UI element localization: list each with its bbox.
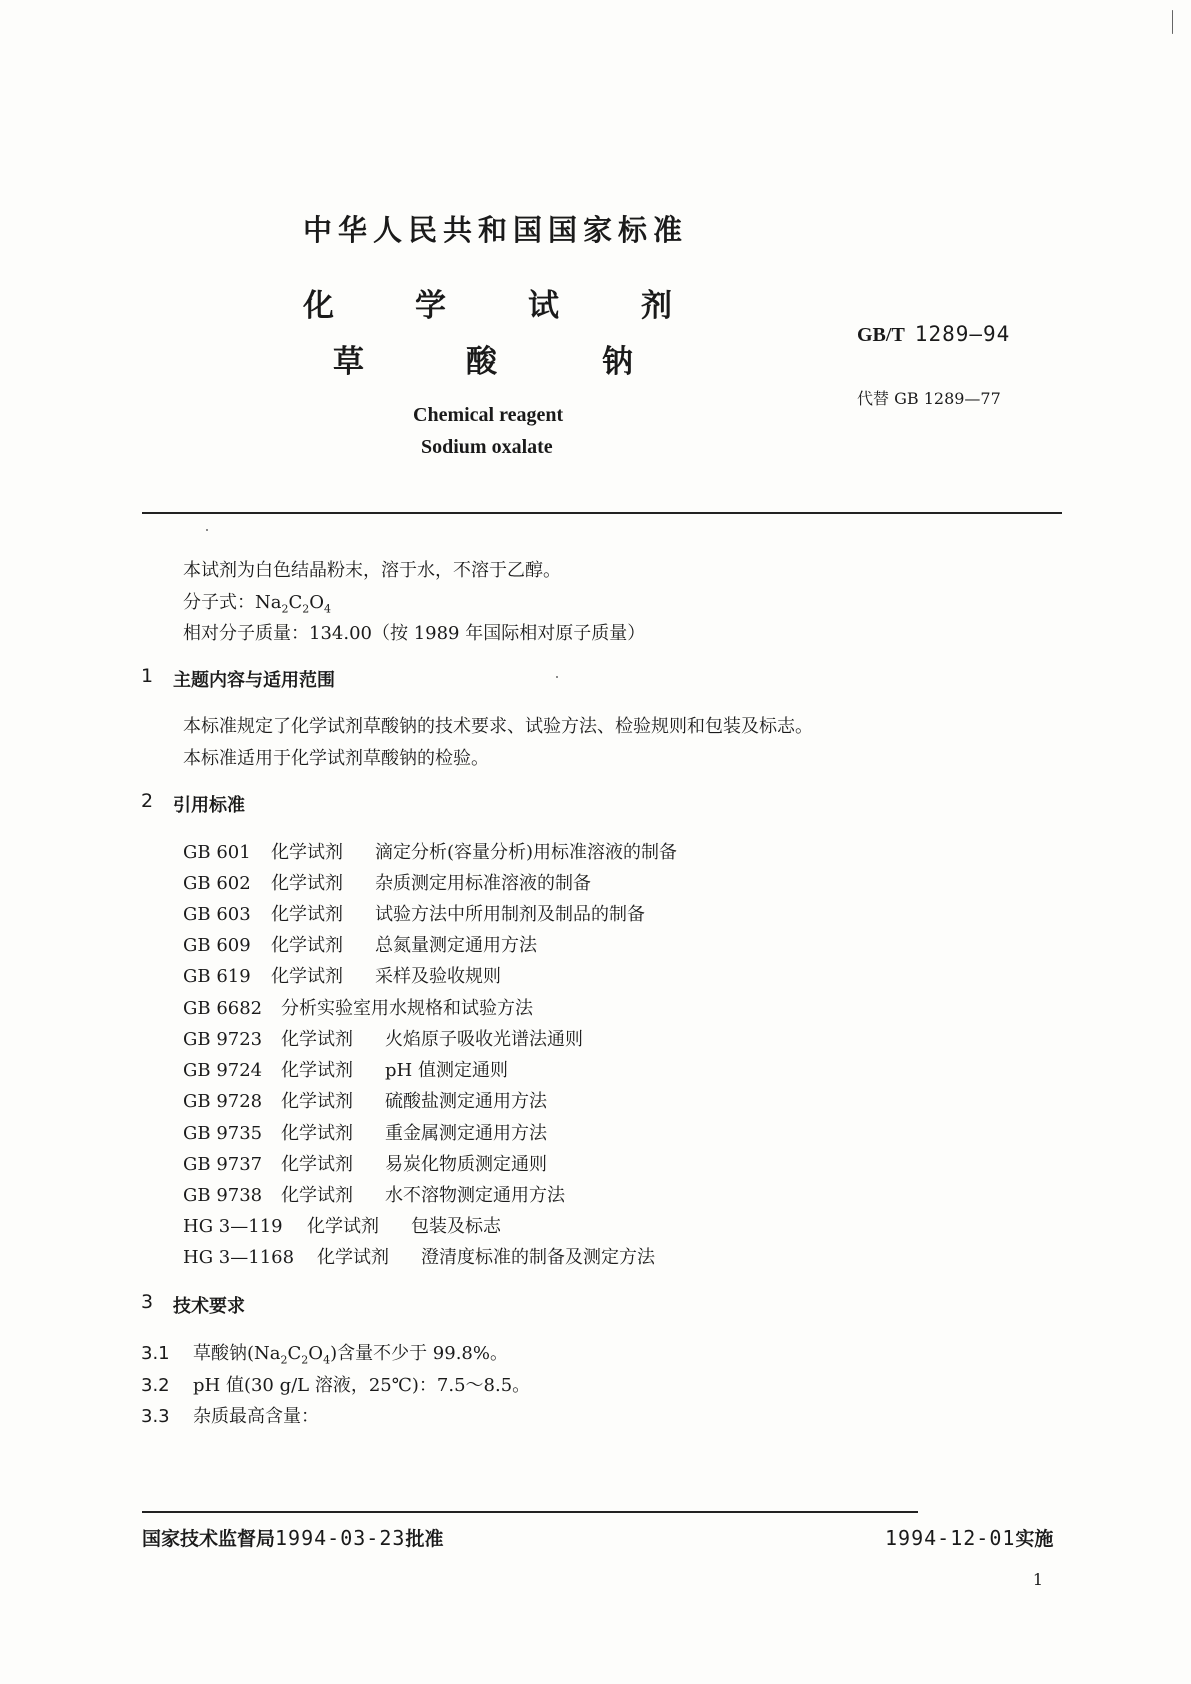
reference-item	[183, 1119, 547, 1145]
formula-label: 分子式：	[183, 592, 255, 613]
approval-suffix: 批准	[405, 1528, 444, 1550]
ref-code: GB 9728	[183, 1091, 263, 1112]
standard-number	[857, 322, 1010, 347]
item-text: C	[287, 1343, 302, 1364]
ref-code: HG 3—1168	[183, 1247, 295, 1268]
ref-category: 化学试剂	[281, 1185, 353, 1206]
item-number: 3.1	[141, 1343, 170, 1364]
title-char: 钠	[602, 344, 633, 380]
section1-para1: 本标准规定了化学试剂草酸钠的技术要求、试验方法、检验规则和包装及标志。	[183, 716, 813, 737]
intro-formula	[183, 588, 331, 616]
ref-code: GB 9724	[183, 1060, 263, 1081]
intro-molecular-mass: 相对分子质量：134.00（按 1989 年国际相对原子质量）	[183, 623, 646, 644]
effective-suffix: 实施	[1015, 1528, 1054, 1550]
ref-category: 化学试剂	[271, 966, 343, 987]
ref-code: GB 609	[183, 935, 251, 956]
ref-code: HG 3—119	[183, 1216, 283, 1237]
ref-code: GB 603	[183, 904, 251, 925]
subscript: 2	[301, 1353, 309, 1367]
formula-sub: 2	[281, 602, 289, 616]
section1-title: 主题内容与适用范围	[173, 670, 335, 691]
reference-item	[183, 931, 537, 957]
ref-name: 火焰原子吸收光谱法通则	[385, 1029, 583, 1050]
ref-category: 化学试剂	[281, 1029, 353, 1050]
ref-name: 杂质测定用标准溶液的制备	[375, 873, 591, 894]
formula-sub: 2	[302, 602, 310, 616]
reference-item	[183, 838, 677, 864]
ref-category: 化学试剂	[271, 935, 343, 956]
requirement-item	[141, 1371, 530, 1397]
ref-category: 化学试剂	[281, 1154, 353, 1175]
ref-name: 采样及验收规则	[375, 966, 501, 987]
ref-name: 包装及标志	[411, 1216, 501, 1237]
formula-c: C	[288, 592, 303, 613]
ref-name: pH 值测定通则	[385, 1060, 508, 1081]
ref-category: 化学试剂	[271, 904, 343, 925]
item-text: pH 值(30 g/L 溶液，25℃)：7.5～8.5。	[193, 1375, 531, 1396]
item-text: )含量不少于 99.8%。	[330, 1343, 508, 1364]
reference-item	[183, 869, 591, 895]
reference-item	[183, 994, 533, 1020]
reference-item	[183, 962, 501, 988]
intro-description: 本试剂为白色结晶粉末，溶于水，不溶于乙醇。	[183, 560, 561, 581]
formula-sub: 4	[324, 602, 332, 616]
title-char: 学	[415, 288, 446, 324]
section3-number: 3	[141, 1291, 154, 1313]
section2-number: 2	[141, 790, 154, 812]
title-char: 化	[303, 288, 334, 324]
section1-number: 1	[141, 665, 154, 687]
formula-o: O	[309, 592, 325, 613]
subscript: 4	[323, 1353, 331, 1367]
ref-name: 澄清度标准的制备及测定方法	[421, 1247, 655, 1268]
ref-code: GB 6682	[183, 998, 263, 1019]
section3-title: 技术要求	[173, 1296, 245, 1317]
ref-category: 化学试剂	[317, 1247, 389, 1268]
reference-item	[183, 1212, 501, 1238]
reference-item	[183, 1181, 565, 1207]
effective-line	[885, 1524, 1053, 1551]
requirement-item	[141, 1402, 319, 1428]
ref-name: 硫酸盐测定通用方法	[385, 1091, 547, 1112]
ref-code: GB 9735	[183, 1123, 263, 1144]
scan-speck	[206, 529, 208, 531]
standard-code: GB/T	[857, 324, 905, 346]
national-standard-heading: 中华人民共和国国家标准	[303, 213, 689, 247]
item-number: 3.3	[141, 1406, 170, 1427]
scan-speck	[1172, 10, 1173, 34]
header-divider	[142, 512, 1062, 514]
footer-divider	[142, 1511, 918, 1513]
scan-speck	[556, 676, 558, 678]
ref-name: 分析实验室用水规格和试验方法	[281, 998, 533, 1019]
reference-item	[183, 1150, 547, 1176]
effective-date: 1994-12-01	[885, 1526, 1016, 1550]
title-char: 酸	[466, 344, 497, 380]
title-char: 剂	[641, 288, 672, 324]
ref-category: 化学试剂	[271, 842, 343, 863]
ref-code: GB 9738	[183, 1185, 263, 1206]
ref-name: 水不溶物测定通用方法	[385, 1185, 565, 1206]
item-text: O	[308, 1343, 324, 1364]
ref-category: 化学试剂	[307, 1216, 379, 1237]
ref-category: 化学试剂	[271, 873, 343, 894]
ref-category: 化学试剂	[281, 1091, 353, 1112]
reference-item	[183, 1087, 547, 1113]
ref-name: 易炭化物质测定通则	[385, 1154, 547, 1175]
ref-name: 滴定分析(容量分析)用标准溶液的制备	[375, 842, 678, 863]
reference-item	[183, 900, 645, 926]
section1-para2: 本标准适用于化学试剂草酸钠的检验。	[183, 748, 489, 769]
ref-name: 重金属测定通用方法	[385, 1123, 547, 1144]
standard-num: 1289—94	[914, 322, 1011, 346]
ref-code: GB 9737	[183, 1154, 263, 1175]
approval-line	[142, 1524, 443, 1551]
reference-item	[183, 1056, 508, 1082]
english-title-line1: Chemical reagent	[413, 404, 564, 426]
ref-category: 化学试剂	[281, 1060, 353, 1081]
reference-item	[183, 1025, 583, 1051]
item-text: 杂质最高含量：	[193, 1406, 319, 1427]
approval-date: 1994-03-23	[275, 1526, 406, 1550]
requirement-item	[141, 1339, 508, 1367]
english-title-line2: Sodium oxalate	[421, 436, 553, 458]
title-char: 试	[528, 288, 559, 324]
formula-na: Na	[255, 592, 282, 613]
ref-code: GB 601	[183, 842, 251, 863]
ref-code: GB 602	[183, 873, 251, 894]
approval-org: 国家技术监督局	[142, 1528, 276, 1550]
item-text: 草酸钠(Na	[193, 1343, 281, 1364]
replaces-note: 代替 GB 1289—77	[857, 389, 1001, 408]
ref-category: 化学试剂	[281, 1123, 353, 1144]
section2-title: 引用标准	[173, 795, 245, 816]
page-number: 1	[1032, 1570, 1043, 1589]
ref-name: 试验方法中所用制剂及制品的制备	[375, 904, 645, 925]
ref-code: GB 9723	[183, 1029, 263, 1050]
subscript: 2	[280, 1353, 288, 1367]
item-number: 3.2	[141, 1375, 170, 1396]
ref-name: 总氮量测定通用方法	[375, 935, 537, 956]
reference-item	[183, 1243, 655, 1269]
title-char: 草	[333, 344, 364, 380]
ref-code: GB 619	[183, 966, 251, 987]
